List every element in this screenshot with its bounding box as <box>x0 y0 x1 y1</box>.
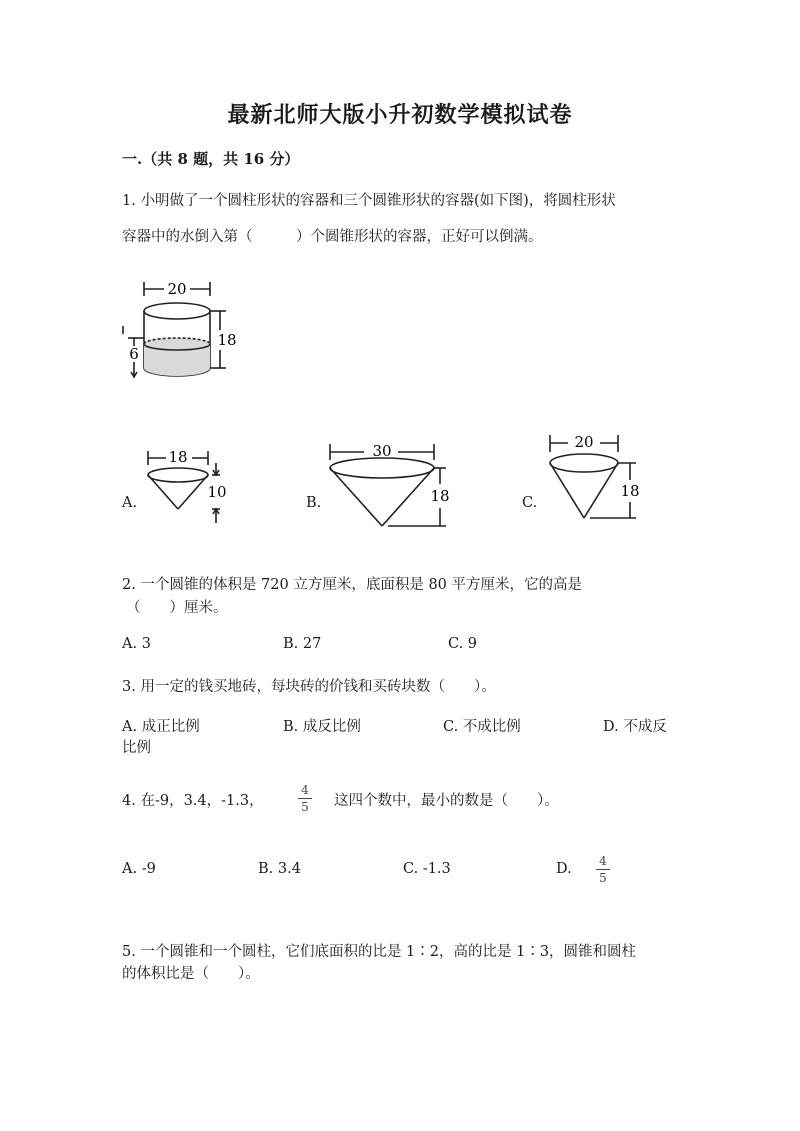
page-title: 最新北师大版小升初数学模拟试卷 <box>227 102 573 128</box>
cone-b-figure <box>322 438 457 533</box>
question-2-option-b: B. 27 <box>283 636 322 652</box>
question-3-option-b: B. 成反比例 <box>283 719 361 735</box>
question-1-line-1: 1. 小明做了一个圆柱形状的容器和三个圆锥形状的容器(如下图)，将圆柱形状 <box>122 193 616 209</box>
fraction-denominator: 5 <box>599 871 607 885</box>
question-2-line-2: （ ）厘米。 <box>126 600 228 616</box>
question-4-option-d-fraction <box>596 854 610 885</box>
question-4-option-b: B. 3.4 <box>258 861 301 877</box>
cone-c-diameter-label: 20 <box>574 433 594 451</box>
cone-option-a-label: A. <box>122 495 138 511</box>
question-2-option-c: C. 9 <box>448 636 478 652</box>
question-3-option-c: C. 不成比例 <box>443 719 521 735</box>
question-3-option-d-wrap: 比例 <box>122 740 151 756</box>
fraction-denominator: 5 <box>301 800 309 814</box>
cone-a-figure <box>140 445 250 530</box>
cone-a-diameter-label: 18 <box>168 448 188 466</box>
question-3-option-a: A. 成正比例 <box>122 719 200 735</box>
fraction-bar <box>596 869 610 870</box>
cylinder-diameter-label: 20 <box>167 280 187 298</box>
cone-c-height-label: 18 <box>620 482 640 500</box>
cone-a-height-label: 10 <box>207 483 227 501</box>
cylinder-water-label: 6 <box>129 345 139 363</box>
section-heading: 一.（共 8 题，共 16 分） <box>122 150 300 168</box>
cylinder-height-label: 18 <box>217 331 237 349</box>
question-4-stem-after: 这四个数中，最小的数是（ ）。 <box>334 793 559 809</box>
question-4-option-d: D. <box>556 861 572 877</box>
cone-b-diameter-label: 30 <box>372 442 392 460</box>
cone-c-figure <box>540 430 650 525</box>
question-4-fraction <box>298 783 312 814</box>
question-2-option-a: A. 3 <box>122 636 151 652</box>
fraction-numerator: 4 <box>301 783 309 797</box>
cone-b-height-label: 18 <box>430 487 450 505</box>
fraction-numerator: 4 <box>599 854 607 868</box>
cone-option-b-label: B. <box>306 495 322 511</box>
question-4-option-c: C. -1.3 <box>403 861 451 877</box>
question-3-option-d: D. 不成反 <box>603 719 667 735</box>
question-1-line-2: 容器中的水倒入第（ ）个圆锥形状的容器，正好可以倒满。 <box>122 229 543 245</box>
cone-option-c-label: C. <box>522 495 538 511</box>
question-4-stem-before: 4. 在-9，3.4，-1.3， <box>122 793 264 809</box>
question-5-line-2: 的体积比是（ ）。 <box>122 966 260 982</box>
fraction-bar <box>298 798 312 799</box>
question-4-option-a: A. -9 <box>122 861 156 877</box>
cylinder-figure <box>120 278 245 383</box>
question-5-line-1: 5. 一个圆锥和一个圆柱，它们底面积的比是 1∶2，高的比是 1∶3，圆锥和圆柱 <box>122 944 637 960</box>
question-3-stem: 3. 用一定的钱买地砖，每块砖的价钱和买砖块数（ ）。 <box>122 679 496 695</box>
question-2-line-1: 2. 一个圆锥的体积是 720 立方厘米，底面积是 80 平方厘米，它的高是 <box>122 577 583 593</box>
